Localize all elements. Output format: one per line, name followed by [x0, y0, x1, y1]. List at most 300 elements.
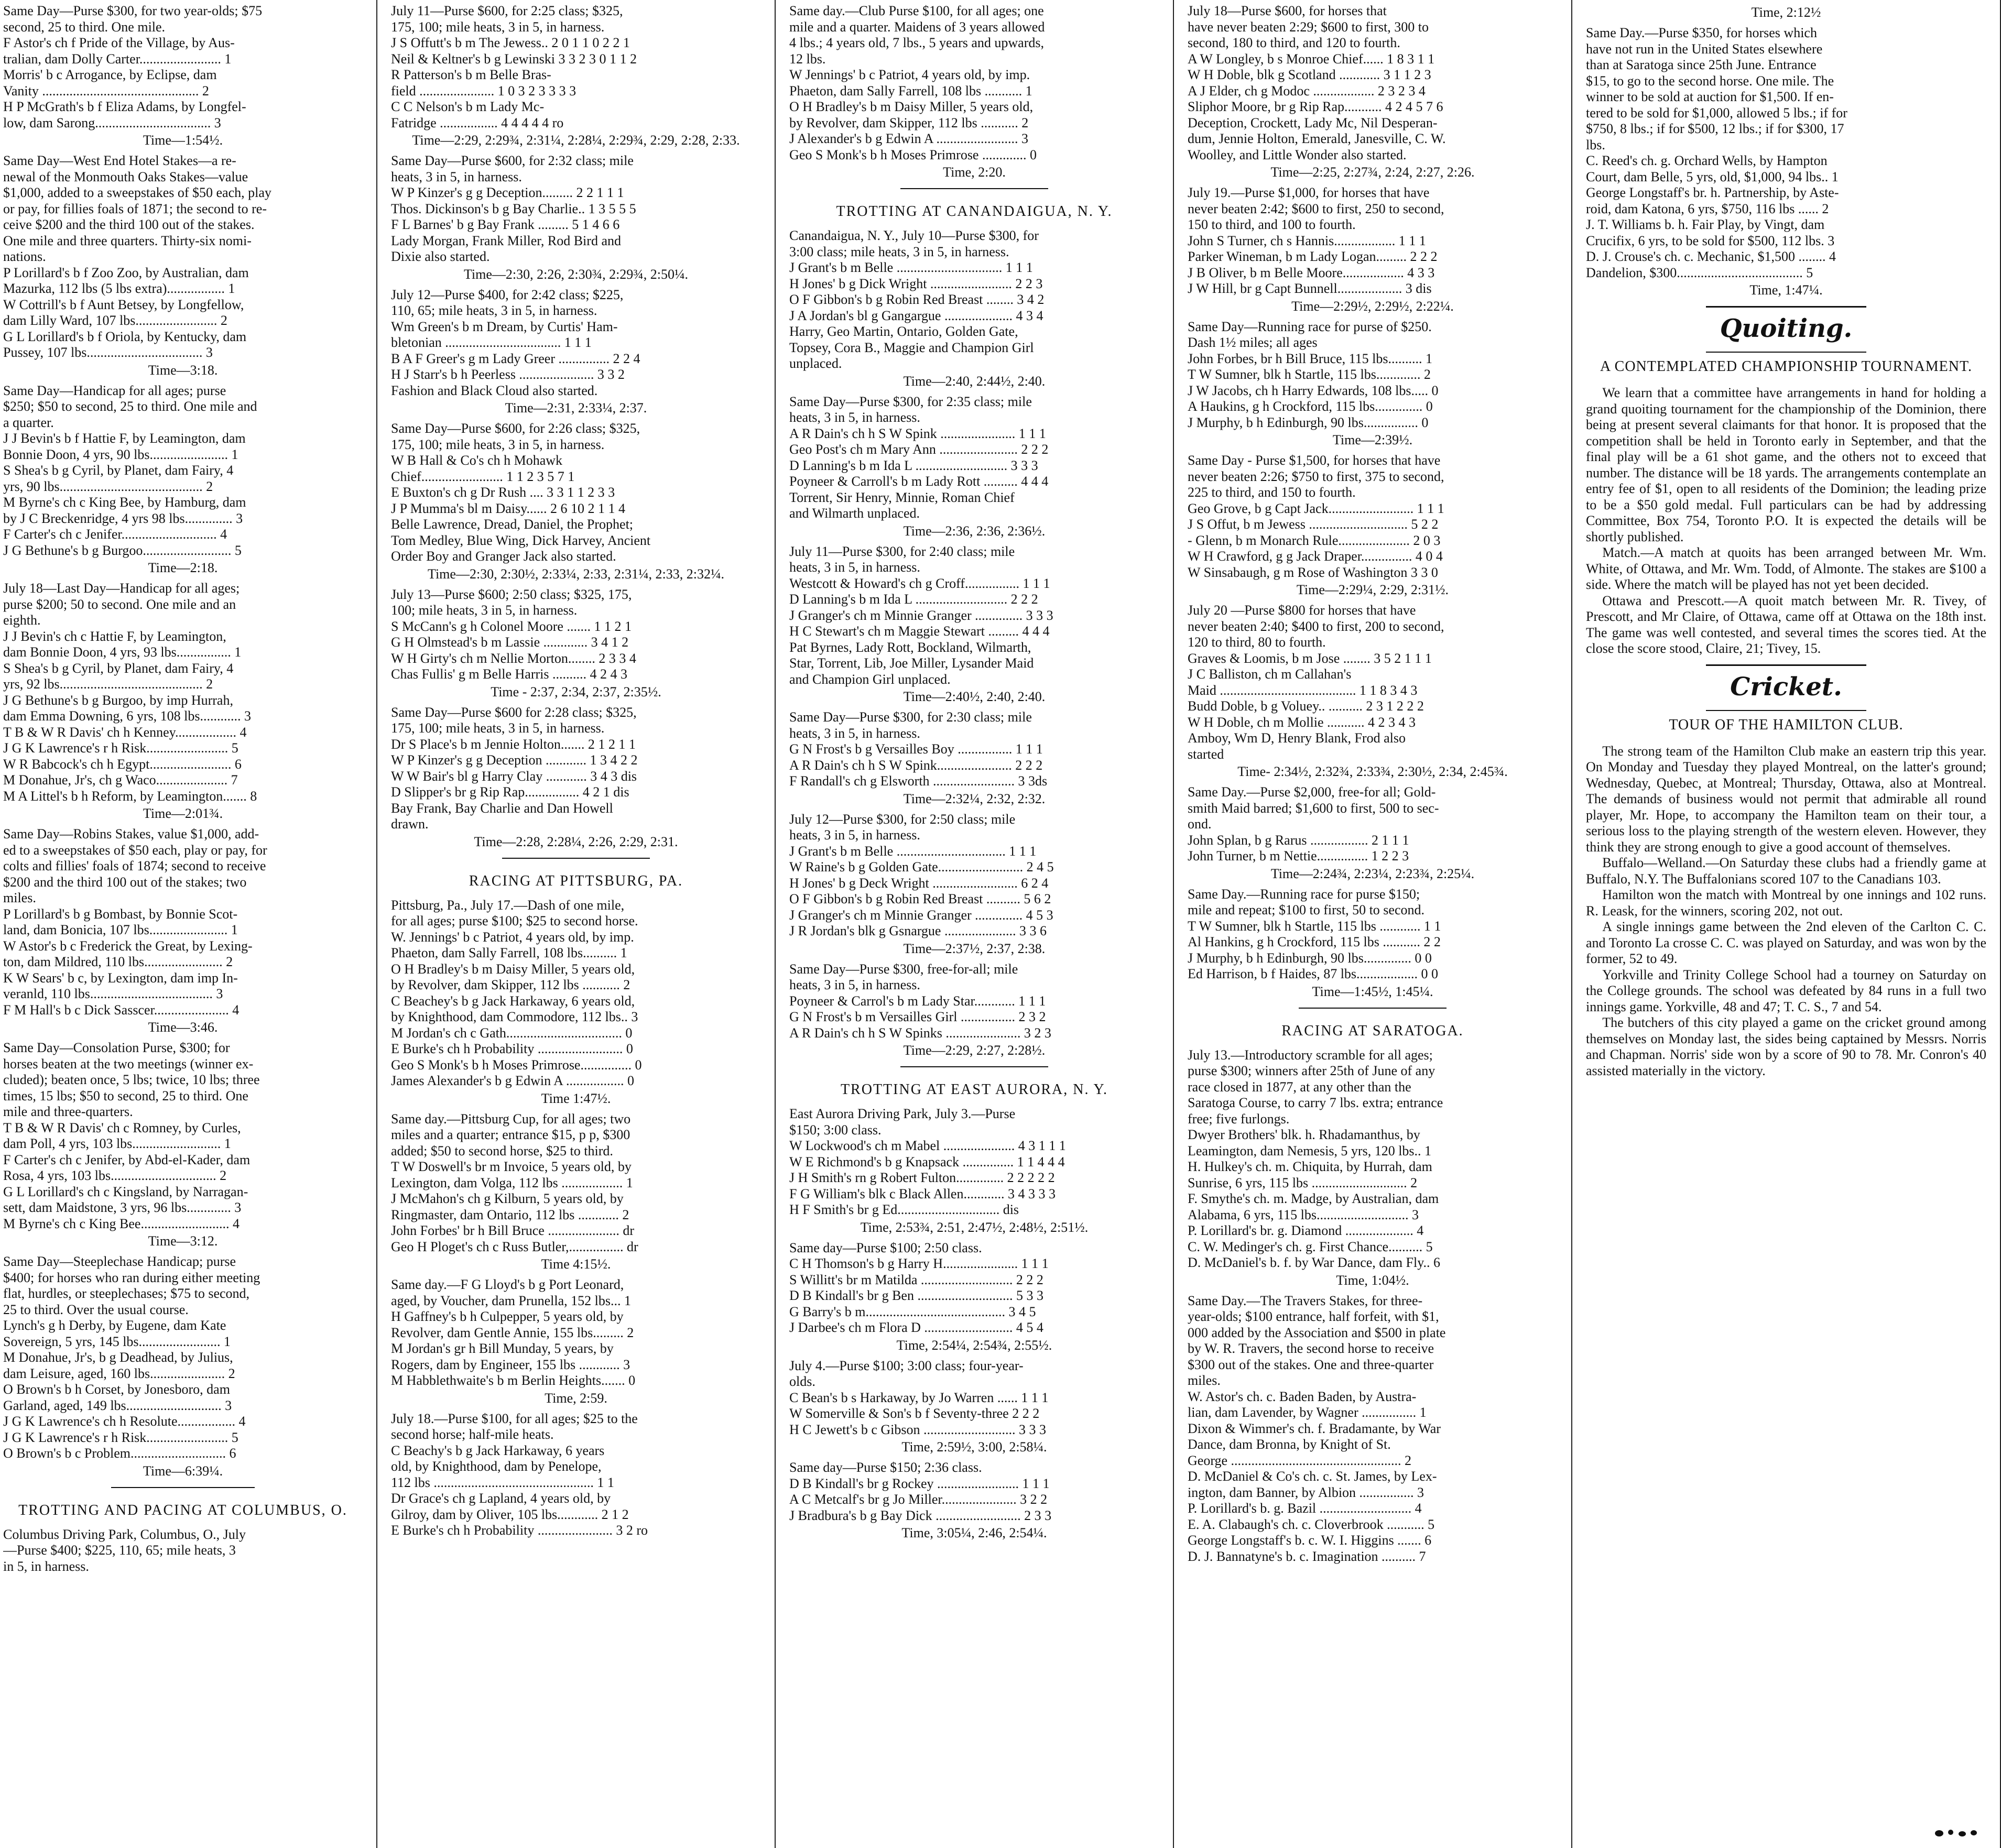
article-paragraph: A single innings game between the 2nd eleven of the Carlton C. C. and Toronto La crosse C. C. was played on Saturday, and was won by the former, 52 to 49.: [1586, 919, 1986, 966]
race-time: Time—2:31, 2:33¼, 2:37.: [505, 400, 647, 415]
divider: [1706, 664, 1866, 666]
text-line: F Carter's ch c Jenifer, by Abd-el-Kader, dam: [3, 1152, 251, 1167]
text-line: Geo S Monk's b h Moses Primrose............... 0: [391, 1057, 642, 1073]
text-line: Chief........................ 1 1 2 3 5 7 1: [391, 468, 575, 484]
divider: [1299, 1008, 1447, 1009]
result-block: [391, 153, 761, 265]
race-time: Time—2:18.: [148, 560, 218, 575]
text-line: aged, by Voucher, dam Prunella, 152 lbs... 1: [391, 1293, 631, 1308]
text-line: J Murphy, b h Edinburgh, 90 lbs................ 0: [1188, 414, 1429, 430]
race-time: Time—2:28, 2:28¼, 2:26, 2:29, 2:31.: [474, 834, 678, 849]
text-line: 150 to third, and 100 to fourth.: [1188, 217, 1356, 232]
text-line: Dwyer Brothers' blk. h. Rhadamanthus, by: [1188, 1127, 1420, 1142]
text-line: D Lanning's b m Ida L ........................... 3 3 3: [789, 457, 1038, 473]
result-block: [789, 3, 1159, 163]
result-block: [3, 581, 363, 804]
text-line: J Grant's b m Belle ................................ 1 1 1: [789, 843, 1037, 859]
text-line: John Forbes' br h Bill Bruce ..................... dr: [391, 1223, 634, 1238]
text-line: Same day.—Pittsburg Cup, for all ages; two: [391, 1111, 631, 1127]
article-paragraph: The strong team of the Hamilton Club make an eastern trip this year. On Monday and Tuesday they played Montreal, on the latter's ground; Wednesday, Quebec, at Montreal; Thursday, Ottawa, also at Montreal. The demands of business would not permit that admirable all round player, Mr. Hope, to accompany the Hamilton team on their tour, a serious loss to the playing strength of the western eleven. However, they think they are strong enough to give a good account of themselves.: [1586, 743, 1986, 855]
column-2: [377, 0, 776, 1848]
text-line: heats, 3 in 5, in harness.: [789, 977, 920, 992]
text-line: Same Day.—Purse $350, for horses which: [1586, 25, 1817, 40]
text-line: G L Lorillard's ch c Kingsland, by Narragan-: [3, 1184, 248, 1199]
text-line: J Bradbura's b g Bay Dick ......................... 2 3 3: [789, 1507, 1052, 1523]
result-block: [391, 3, 761, 131]
column-1: [0, 0, 377, 1848]
result-block: [3, 383, 363, 559]
race-time: Time—2:40½, 2:40, 2:40.: [903, 689, 1046, 704]
text-line: Westcott & Howard's ch g Croff................ 1 1 1: [789, 575, 1050, 591]
text-line: W H Doble, blk g Scotland ............ 3 1 1 2 3: [1188, 67, 1431, 82]
race-time: Time, 2:20.: [943, 165, 1006, 180]
text-line: D B Kindall's br g Ben ............................ 5 3 3: [789, 1288, 1043, 1303]
text-line: O F Gibbon's b g Robin Red Breast ........ 3 4 2: [789, 292, 1045, 307]
text-line: 000 added by the Association and $500 in plate: [1188, 1325, 1446, 1340]
text-line: John Splan, b g Rarus ................. 2 1 1 1: [1188, 832, 1409, 848]
text-line: E Buxton's ch g Dr Rush .... 3 3 1 1 2 3 3: [391, 485, 615, 500]
text-line: Fatridge ................. 4 4 4 4 4 ro: [391, 115, 564, 130]
race-time: Time, 1:04½.: [1336, 1272, 1409, 1288]
text-line: D B Kindall's br g Rockey ........................ 1 1 1: [789, 1475, 1050, 1491]
text-line: E. A. Clabaugh's ch. c. Cloverbrook ........... 5: [1188, 1516, 1435, 1532]
text-line: —Purse $400; $225, 110, 65; mile heats, 3: [3, 1543, 236, 1558]
text-line: Revolver, dam Gentle Annie, 155 lbs......... 2: [391, 1325, 634, 1340]
text-line: heats, 3 in 5, in harness.: [789, 725, 920, 741]
text-line: Dixon & Wimmer's ch. f. Bradamante, by War: [1188, 1420, 1441, 1436]
text-line: added; $50 to second horse, $25 to third.: [391, 1143, 613, 1158]
text-line: D. J. Crouse's ch. c. Mechanic, $1,500 ........ 4: [1586, 249, 1836, 264]
column-4: [1174, 0, 1572, 1848]
text-line: M Jordan's gr h Bill Munday, 5 years, by: [391, 1341, 614, 1356]
text-line: have never beaten 2:29; $600 to first, 300 to: [1188, 19, 1429, 35]
text-line: than at Saratoga since 25th June. Entrance: [1586, 57, 1817, 72]
text-line: dam Leisure, aged, 160 lbs...................... 2: [3, 1365, 235, 1381]
section-heading: TROTTING AT CANANDAIGUA, N. Y.: [836, 203, 1113, 220]
text-line: Crucifix, 6 yrs, to be sold for $500, 112 lbs. 3: [1586, 233, 1835, 248]
result-block: [391, 1111, 761, 1255]
race-time: Time—2:36, 2:36, 2:36½.: [903, 523, 1046, 539]
text-line: J. T. Williams b. h. Fair Play, by Vingt, dam: [1586, 217, 1825, 232]
text-line: Ed Harrison, b f Haides, 87 lbs.................. 0 0: [1188, 966, 1439, 981]
article-paragraph: Yorkville and Trinity College School had a tourney on Saturday on the College grounds. The school was defeated by 84 runs in a full two innings game. Yorkville, 48 and 47; T. C. S., 7 and 54.: [1586, 967, 1986, 1014]
text-line: C Bean's b s Harkaway, by Jo Warren ...... 1 1 1: [789, 1390, 1049, 1405]
text-line: John Turner, b m Nettie............... 1 2 2 3: [1188, 848, 1409, 863]
race-time: Time—6:39¼.: [143, 1463, 223, 1479]
result-block: [789, 544, 1159, 688]
text-line: Fashion and Black Cloud also started.: [391, 382, 598, 398]
text-line: eighth.: [3, 613, 41, 628]
text-line: K W Sears' b c, by Lexington, dam imp In-: [3, 970, 238, 986]
text-line: unplaced.: [789, 356, 842, 371]
race-time: Time—3:12.: [148, 1233, 218, 1249]
text-line: ton, dam Mildred, 110 lbs....................... 2: [3, 954, 233, 969]
text-line: Phaeton, dam Sally Farrell, 108 lbs ........... 1: [789, 83, 1032, 99]
text-line: have not run in the United States elsewhere: [1586, 41, 1823, 57]
text-line: 175, 100; mile heats, 3 in 5, in harness.: [391, 19, 605, 35]
text-line: Same Day—Purse $300, for two year-olds; $75: [3, 3, 263, 18]
text-line: G H Olmstead's b m Lassie ............. 3 4 1 2: [391, 635, 629, 650]
text-line: J G Bethune's b g Burgoo, by imp Hurrah,: [3, 692, 233, 708]
text-line: Rosa, 4 yrs, 103 lbs............................... 2: [3, 1168, 227, 1183]
column-3: [776, 0, 1174, 1848]
text-line: Wm Green's b m Dream, by Curtis' Ham-: [391, 319, 618, 334]
text-line: July 18.—Purse $100, for all ages; $25 to the: [391, 1410, 638, 1426]
text-line: C. W. Medinger's ch. g. First Chance.......... 5: [1188, 1239, 1433, 1254]
text-line: Lynch's g h Derby, by Eugene, dam Kate: [3, 1318, 226, 1333]
text-line: dam Emma Downing, 6 yrs, 108 lbs............ 3: [3, 708, 252, 724]
text-line: July 12—Purse $300, for 2:50 class; mile: [789, 811, 1016, 827]
text-line: J J Bevin's ch c Hattie F, by Leamington,: [3, 628, 226, 644]
race-time: Time—2:01¾.: [143, 806, 223, 821]
text-line: W Sinsabaugh, g m Rose of Washington 3 3 0: [1188, 564, 1438, 580]
text-line: Dandelion, $300..................................... 5: [1586, 265, 1813, 280]
text-line: dum, Jennie Holton, Emerald, Janesville, C. W.: [1188, 131, 1446, 146]
text-line: J G K Lawrence's ch h Resolute................. 4: [3, 1414, 246, 1429]
text-line: D. McDaniel's b. f. by War Dance, dam Fly.. 6: [1188, 1255, 1441, 1270]
text-line: Same Day—Purse $600 for 2:28 class; $325,: [391, 704, 637, 720]
race-time: Time—1:54½.: [143, 133, 223, 148]
text-line: John Forbes, br h Bill Bruce, 115 lbs.......... 1: [1188, 351, 1433, 366]
text-line: J B Oliver, b m Belle Moore.................. 4 3 3: [1188, 265, 1435, 280]
text-line: C. Reed's ch. g. Orchard Wells, by Hampton: [1586, 153, 1828, 168]
text-line: Sovereign, 5 yrs, 145 lbs........................ 1: [3, 1333, 231, 1349]
result-block: [1188, 453, 1558, 581]
result-block: [391, 1277, 761, 1389]
text-line: Alabama, 6 yrs, 115 lbs........................... 3: [1188, 1207, 1419, 1222]
text-line: race closed in 1877, at any other than the: [1188, 1079, 1411, 1095]
text-line: George Longstaff's b. c. W. I. Higgins ....... 6: [1188, 1533, 1432, 1548]
race-time: Time—3:46.: [148, 1020, 218, 1035]
section-heading: TROTTING AND PACING AT COLUMBUS, O.: [18, 1502, 347, 1518]
race-time: Time - 2:37, 2:34, 2:37, 2:35½.: [491, 684, 661, 699]
text-line: Sunrise, 6 yrs, 115 lbs ............................ 2: [1188, 1175, 1418, 1190]
text-line: F. Smythe's ch. m. Madge, by Australian, dam: [1188, 1191, 1439, 1206]
text-line: mile and repeat; $100 to first, 50 to second.: [1188, 902, 1425, 917]
text-line: A C Metcalf's br g Jo Miller...................... 3 2 2: [789, 1492, 1048, 1507]
text-line: 112 lbs ............................................... 1 1: [391, 1474, 614, 1490]
text-line: mile and a quarter. Maidens of 3 years allowed: [789, 19, 1045, 35]
text-line: $15, to go to the second horse. One mile. The: [1586, 73, 1834, 89]
text-line: T B & W R Davis' ch h Kenney.................. 4: [3, 724, 247, 740]
text-line: Dr S Place's b m Jennie Holton....... 2 1 2 1 1: [391, 736, 636, 752]
article-heading: A CONTEMPLATED CHAMPIONSHIP TOURNAMENT.: [1600, 358, 1972, 375]
text-line: A Haukins, g h Crockford, 115 lbs.............. 0: [1188, 399, 1433, 414]
result-block: [789, 1358, 1159, 1438]
text-line: Columbus Driving Park, Columbus, O., July: [3, 1526, 246, 1542]
text-line: J G K Lawrence's r h Risk........................ 5: [3, 1429, 238, 1445]
text-line: G N Frost's b g Versailles Boy ................ 1 1 1: [789, 741, 1043, 757]
result-block: [1586, 25, 1986, 281]
text-line: C H Thomson's b g Harry H...................... 1 1 1: [789, 1256, 1049, 1271]
result-block: [1188, 185, 1558, 297]
text-line: drawn.: [391, 816, 429, 832]
result-block: [1188, 1047, 1558, 1271]
text-line: S Shea's b g Cyril, by Planet, dam Fairy, 4: [3, 463, 234, 478]
result-block: [789, 1106, 1159, 1218]
text-line: Neil & Keltner's b g Lewinski 3 3 2 3 0 1 1 2: [391, 51, 637, 67]
text-line: A J Elder, ch g Modoc .................. 2 3 2 3 4: [1188, 83, 1426, 99]
race-time: Time, 2:12½: [1751, 5, 1821, 20]
text-line: tralian, dam Dolly Carter........................ 1: [3, 51, 232, 67]
result-block: [1188, 3, 1558, 163]
text-line: by Knighthood, dam Commodore, 112 lbs.. 3: [391, 1009, 638, 1024]
text-line: bletonian .................................. 1 1 1: [391, 335, 592, 350]
text-line: E Burke's ch h Probability ......................... 0: [391, 1041, 633, 1056]
text-line: Phaeton, dam Sally Farrell, 108 lbs.......... 1: [391, 945, 627, 960]
text-line: Gilroy, dam by Oliver, 105 lbs............ 2 1 2: [391, 1506, 629, 1522]
text-line: Same Day—Purse $300, for 2:30 class; mile: [789, 709, 1032, 725]
text-line: Same day—Purse $100; 2:50 class.: [789, 1240, 982, 1255]
text-line: 225 to third, and 150 to fourth.: [1188, 485, 1356, 500]
text-line: never beaten 2:42; $600 to first, 250 to second,: [1188, 201, 1444, 216]
text-line: Same Day.—Running race for purse $150;: [1188, 886, 1420, 902]
text-line: Same Day.—Purse $2,000, free-for all; Gold-: [1188, 784, 1436, 800]
text-line: July 18—Purse $600, for horses that: [1188, 3, 1387, 18]
text-line: W Cottrill's b f Aunt Betsey, by Longfellow,: [3, 297, 244, 312]
text-line: George .................................................. 2: [1188, 1452, 1412, 1468]
text-line: Sliphor Moore, br g Rip Rap........... 4 2 4 5 7 6: [1188, 99, 1443, 114]
text-line: P Lorillard's b g Bombast, by Bonnie Scot-: [3, 906, 238, 922]
text-line: $300 out of the stakes. One and three-quarter: [1188, 1357, 1434, 1372]
race-time: Time—2:29, 2:29¾, 2:31¼, 2:28¼, 2:29¾, 2:29, 2:28, 2:33.: [412, 133, 740, 148]
text-line: Poyneer & Carroll's b m Lady Rott .......... 4 4 4: [789, 474, 1049, 489]
text-line: Ringmaster, dam Ontario, 112 lbs ............ 2: [391, 1207, 629, 1222]
text-line: George Longstaff's br. h. Partnership, by Aste-: [1586, 185, 1839, 200]
text-line: F G William's blk c Black Allen............ 3 4 3 3 3: [789, 1186, 1056, 1201]
result-block: [1188, 319, 1558, 431]
race-time: Time 1:47½.: [541, 1090, 611, 1106]
section-heading: RACING AT PITTSBURG, PA.: [469, 872, 683, 889]
article-body: [1586, 385, 1986, 657]
text-line: Same Day.—The Travers Stakes, for three-: [1188, 1293, 1423, 1308]
text-line: W Somerville & Son's b f Seventy-three 2 2 2: [789, 1406, 1040, 1421]
text-line: second, 25 to third. One mile.: [3, 19, 166, 35]
text-line: J McMahon's ch g Kilburn, 5 years old, by: [391, 1191, 624, 1206]
text-line: $750, 8 lbs.; if for $500, 12 lbs.; if for $300, 17: [1586, 121, 1844, 136]
race-time: Time, 1:47¼.: [1749, 282, 1823, 298]
result-block: [1188, 1293, 1558, 1565]
text-line: J S Offutt's b m The Jewess.. 2 0 1 1 0 2 2 1: [391, 35, 630, 50]
text-line: J Darbee's ch m Flora D .......................... 4 5 4: [789, 1320, 1043, 1335]
result-block: [3, 826, 363, 1018]
text-line: Same Day—Purse $300, free-for-all; mile: [789, 961, 1018, 977]
text-line: Deception, Crockett, Lady Mc, Nil Desperan-: [1188, 115, 1438, 130]
text-line: B A F Greer's g m Lady Greer ............... 2 2 4: [391, 351, 640, 366]
text-line: A R Dain's ch h S W Spink ...................... 1 1 1: [789, 425, 1046, 441]
text-line: lian, dam Lavender, by Wagner ................ 1: [1188, 1405, 1427, 1420]
text-line: Same Day—Purse $300, for 2:35 class; mile: [789, 393, 1032, 409]
text-line: 100; mile heats, 3 in 5, in harness.: [391, 603, 578, 618]
text-line: Belle Lawrence, Dread, Daniel, the Prophet;: [391, 517, 634, 532]
text-line: horses beaten at the two meetings (winner ex-: [3, 1056, 254, 1071]
text-line: winner to be sold at auction for $1,500. If en-: [1586, 89, 1834, 104]
text-line: $250; $50 to second, 25 to third. One mile and: [3, 399, 257, 414]
result-block: [3, 1527, 363, 1575]
race-time: Time, 2:59½, 3:00, 2:58¼.: [901, 1439, 1047, 1455]
column-5: [1572, 0, 2001, 1848]
text-line: heats, 3 in 5, in harness.: [789, 560, 920, 575]
text-line: Chas Fullis' g m Belle Harris .......... 4 2 4 3: [391, 666, 628, 682]
result-block: [789, 812, 1159, 939]
result-block: [789, 394, 1159, 522]
text-line: C C Nelson's b m Lady Mc-: [391, 99, 545, 114]
text-line: 12 lbs.: [789, 51, 826, 67]
text-line: Leamington, dam Nemesis, 5 yrs, 120 lbs.. 1: [1188, 1143, 1432, 1158]
text-line: started: [1188, 746, 1224, 762]
text-line: 4 lbs.; 4 years old, 7 lbs., 5 years and upwards,: [789, 35, 1044, 50]
text-line: G L Lorillard's b f Oriola, by Kentucky, dam: [3, 329, 247, 344]
text-line: by Revolver, dam Skipper, 112 lbs ........... 2: [391, 977, 630, 992]
race-time: Time—2:39½.: [1332, 432, 1413, 447]
section-title: Quoiting.: [1720, 314, 1853, 343]
text-line: by Revolver, dam Skipper, 112 lbs ........... 2: [789, 115, 1029, 130]
text-line: tered to be sold for $1,000, allowed 5 lbs.; if for: [1586, 105, 1847, 121]
text-line: nations.: [3, 249, 46, 264]
text-line: Mazurka, 112 lbs (5 lbs extra)................. 1: [3, 281, 235, 296]
text-line: second horse; half-mile heats.: [391, 1427, 554, 1442]
text-line: C Beachey's b g Jack Harkaway, 6 years old,: [391, 993, 635, 1009]
text-line: Dixie also started.: [391, 249, 490, 264]
text-line: John S Turner, ch s Hannis.................. 1 1 1: [1188, 233, 1426, 248]
text-line: O H Bradley's b m Daisy Miller, 5 years old,: [789, 99, 1034, 114]
text-line: mile and three-quarters.: [3, 1104, 133, 1119]
text-line: dam Lilly Ward, 107 lbs........................ 2: [3, 313, 227, 328]
text-line: July 18—Last Day—Handicap for all ages;: [3, 581, 240, 596]
divider: [900, 188, 1048, 189]
text-line: J Granger's ch m Minnie Granger .............. 3 3 3: [789, 607, 1053, 623]
text-line: Geo S Monk's b h Moses Primrose ............. 0: [789, 147, 1037, 162]
text-line: T B & W R Davis' ch c Romney, by Curles,: [3, 1120, 241, 1135]
divider: [900, 1066, 1048, 1067]
text-line: smith Maid barred; $1,600 to first, 500 to sec-: [1188, 800, 1439, 816]
article-heading: TOUR OF THE HAMILTON CLUB.: [1669, 716, 1904, 733]
text-line: 110, 65; mile heats, 3 in 5, in harness.: [391, 303, 597, 318]
text-line: W. Astor's ch. c. Baden Baden, by Austra-: [1188, 1388, 1417, 1404]
article-paragraph: The butchers of this city played a game on the cricket ground among themselves on Monday last, the sides being captained by Messrs. Norris and Chapman. Norris' side won by a score of 90 to 78. Mr. Conron's 40 assisted materially in the victory.: [1586, 1015, 1986, 1078]
text-line: W H Doble, ch m Mollie ........... 4 2 3 4 3: [1188, 714, 1416, 730]
text-line: or pay, for fillies foals of 1871; the second to re-: [3, 201, 267, 216]
race-time: Time—2:30, 2:26, 2:30¾, 2:29¾, 2:50¼.: [463, 266, 689, 282]
divider: [1706, 710, 1866, 711]
text-line: Same Day—Consolation Purse, $300; for: [3, 1040, 230, 1055]
text-line: 120 to third, 80 to fourth.: [1188, 635, 1326, 650]
text-line: J P Mumma's bl m Daisy...... 2 6 10 2 1 1 4: [391, 500, 625, 516]
result-block: [391, 705, 761, 833]
text-line: J Granger's ch m Minnie Granger .............. 4 5 3: [789, 907, 1053, 923]
article-body: [1586, 743, 1986, 1079]
text-line: - Glenn, b m Monarch Rule..................... 2 0 3: [1188, 532, 1441, 548]
text-line: $200 and the third 100 out of the stakes; two: [3, 874, 247, 890]
race-time: Time—2:24¾, 2:23¼, 2:23¾, 2:25¼.: [1270, 866, 1475, 881]
text-line: July 19.—Purse $1,000, for horses that have: [1188, 185, 1430, 200]
text-line: M Byrne's ch c King Bee.......................... 4: [3, 1216, 240, 1231]
text-line: Geo Grove, b g Capt Jack......................... 1 1 1: [1188, 500, 1444, 516]
text-line: R Patterson's b m Belle Bras-: [391, 67, 551, 82]
text-line: M A Littel's b h Reform, by Leamington....... 8: [3, 788, 257, 804]
race-time: Time 4:15½.: [541, 1256, 611, 1272]
text-line: W R Babcock's ch h Egypt........................ 6: [3, 756, 242, 772]
text-line: J W Jacobs, ch h Harry Edwards, 108 lbs..... 0: [1188, 382, 1439, 398]
text-line: dam Bonnie Doon, 4 yrs, 93 lbs................ 1: [3, 644, 242, 660]
text-line: H Gaffney's b h Culpepper, 5 years old, by: [391, 1309, 624, 1324]
text-line: H. Hulkey's ch. m. Chiquita, by Hurrah, dam: [1188, 1159, 1432, 1174]
text-line: Geo Post's ch m Mary Ann ....................... 2 2 2: [789, 442, 1049, 457]
text-line: Al Hankins, g h Crockford, 115 lbs ........... 2 2: [1188, 934, 1441, 949]
text-line: P Lorillard's b f Zoo Zoo, by Australian, dam: [3, 265, 249, 280]
text-line: times, 15 lbs; $50 to second, 25 to third. One: [3, 1088, 248, 1103]
text-line: W Raine's b g Golden Gate......................... 2 4 5: [789, 859, 1054, 874]
text-line: O H Bradley's b m Daisy Miller, 5 years old,: [391, 961, 635, 977]
text-line: miles and a quarter; entrance $15, p p, $300: [391, 1127, 630, 1142]
text-line: H J Starr's b h Peerless ...................... 3 3 2: [391, 367, 625, 382]
text-line: J Alexander's b g Edwin A ........................ 3: [789, 131, 1029, 146]
text-line: Tom Medley, Blue Wing, Dick Harvey, Ancient: [391, 532, 651, 548]
text-line: July 13—Purse $600; 2:50 class; $325, 175,: [391, 586, 632, 602]
text-line: second, 180 to third, and 120 to fourth.: [1188, 35, 1400, 50]
race-time: Time—2:29½, 2:29½, 2:22¼.: [1291, 298, 1454, 314]
result-block: [789, 1240, 1159, 1336]
text-line: July 12—Purse $400, for 2:42 class; $225,: [391, 287, 624, 302]
text-line: Topsey, Cora B., Maggie and Champion Girl: [789, 340, 1034, 355]
text-line: O F Gibbon's b g Robin Red Breast .......... 5 6 2: [789, 891, 1051, 906]
text-line: E Burke's ch h Probability ...................... 3 2 ro: [391, 1523, 648, 1538]
text-line: D Slipper's br g Rip Rap................ 4 2 1 dis: [391, 784, 629, 800]
text-line: J C Balliston, ch m Callahan's: [1188, 666, 1352, 682]
text-line: Lexington, dam Volga, 112 lbs .................. 1: [391, 1175, 633, 1190]
text-line: Same Day—Running race for purse of $250.: [1188, 319, 1432, 334]
text-line: J Grant's b m Belle ............................... 1 1 1: [789, 260, 1033, 275]
text-line: by J C Breckenridge, 4 yrs 98 lbs.............. 3: [3, 510, 243, 526]
text-line: Pittsburg, Pa., July 17.—Dash of one mile,: [391, 897, 625, 913]
text-line: yrs, 90 lbs.......................................... 2: [3, 478, 213, 494]
result-block: [1188, 887, 1558, 982]
text-line: O Brown's b c Problem............................ 6: [3, 1446, 236, 1461]
divider: [502, 858, 650, 859]
text-line: dam Poll, 4 yrs, 103 lbs.......................... 1: [3, 1136, 231, 1151]
text-line: purse $300; winners after 25th of June of any: [1188, 1063, 1436, 1078]
text-line: Geo H Ploget's ch c Russ Butler,................ dr: [391, 1239, 638, 1254]
text-line: Pat Byrnes, Lady Rott, Bockland, Wilmarth,: [789, 639, 1031, 655]
text-line: P. Lorillard's br. g. Diamond .................... 4: [1188, 1223, 1424, 1238]
text-line: T W Doswell's br m Invoice, 5 years old, by: [391, 1159, 632, 1174]
text-line: roid, dam Katona, 6 yrs, $750, 116 lbs ...... 2: [1586, 201, 1829, 216]
text-line: field ...................... 1 0 3 2 3 3 3 3: [391, 83, 577, 99]
section-title: Cricket.: [1730, 672, 1842, 702]
text-line: Harry, Geo Martin, Ontario, Golden Gate,: [789, 324, 1018, 339]
text-line: W B Hall & Co's ch h Mohawk: [391, 453, 563, 468]
race-time: Time, 2:59.: [545, 1390, 607, 1406]
text-line: Order Boy and Granger Jack also started.: [391, 549, 616, 564]
race-time: Time—2:32¼, 2:32, 2:32.: [903, 791, 1046, 806]
race-time: Time—2:30, 2:30½, 2:33¼, 2:33, 2:31¼, 2:33, 2:32¼.: [427, 566, 725, 582]
article-paragraph: Buffalo—Welland.—On Saturday these clubs had a friendly game at Buffalo, N.Y. The Buffalonians scored 107 to the Canadians 103.: [1586, 855, 1986, 887]
text-line: olds.: [789, 1374, 815, 1389]
text-line: W W Bair's bl g Harry Clay ............ 3 4 3 dis: [391, 768, 637, 784]
race-time: Time, 2:53¾, 2:51, 2:47½, 2:48½, 2:51½.: [860, 1219, 1089, 1235]
result-block: [3, 1254, 363, 1462]
text-line: H C Jewett's b c Gibson ........................... 3 3 3: [789, 1421, 1047, 1437]
text-line: July 13.—Introductory scramble for all ages;: [1188, 1047, 1433, 1063]
text-line: M Byrne's ch c King Bee, by Hamburg, dam: [3, 495, 246, 510]
text-line: W P Kinzer's g g Deception ............ 1 3 4 2 2: [391, 752, 638, 768]
text-line: F Astor's ch f Pride of the Village, by Aus-: [3, 35, 235, 50]
text-line: heats, 3 in 5, in harness.: [391, 169, 522, 184]
text-line: M Jordan's ch c Gath.................................. 0: [391, 1025, 633, 1041]
result-block: [1188, 784, 1558, 865]
text-line: J A Jordan's bl g Gangargue .................... 4 3 4: [789, 308, 1043, 323]
text-line: G N Frost's b m Versailles Girl ................ 2 3 2: [789, 1009, 1046, 1024]
